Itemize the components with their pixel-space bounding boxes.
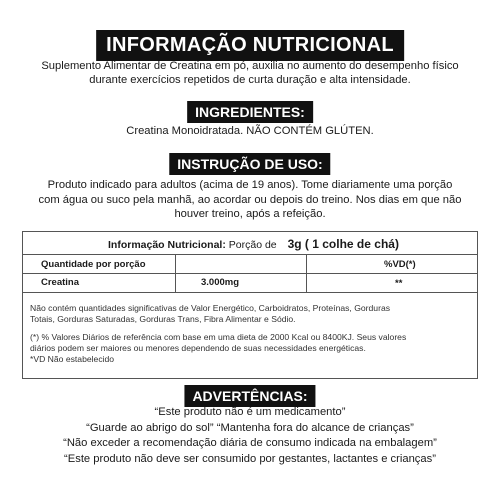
col-vd-header: %VD(*) xyxy=(384,259,416,270)
divider xyxy=(23,273,477,274)
nutrition-notes xyxy=(30,303,471,325)
row-vd: ** xyxy=(395,278,403,289)
note-line: Não contém quantidades significativas de Valor Energético, Carboidratos, Proteínas, Gorduras xyxy=(30,303,391,313)
divider xyxy=(23,292,477,293)
portion-value: 3g ( 1 colhe de chá) xyxy=(287,237,399,251)
row-name: Creatina xyxy=(41,277,80,288)
warning-line: “Não exceder a recomendação diária de consumo indicada na embalagem” xyxy=(63,437,437,449)
note-line: Totais, Gorduras Saturadas, Gorduras Trans, Fibra Alimentar e Sódio. xyxy=(30,314,296,324)
warnings-list xyxy=(0,405,500,467)
nutrition-header xyxy=(108,237,399,251)
footnote-line: *VD Não estabelecido xyxy=(30,354,115,364)
intro-text xyxy=(0,59,500,87)
instructions-line: com água ou suco pela manhã, ao acordar ou depois do treino. Nos dias em que não xyxy=(38,193,462,206)
footnote-line: diários podem ser maiores ou menores dependendo de suas necessidades energéticas. xyxy=(30,343,366,353)
footnote-line: (*) % Valores Diários de referência com base em uma dieta de 2000 Kcal ou 8400KJ. Seus valores xyxy=(30,332,407,342)
instructions-heading: INSTRUÇÃO DE USO: xyxy=(169,153,330,175)
nutrition-header-label: Informação Nutricional: xyxy=(108,239,226,251)
divider xyxy=(23,254,477,255)
title-banner: INFORMAÇÃO NUTRICIONAL xyxy=(96,30,404,61)
warning-line: “Este produto não é um medicamento” xyxy=(154,406,346,418)
intro-line: durante exercícios repetidos de curta duração e alta intensidade. xyxy=(89,74,411,86)
ingredients-text: Creatina Monoidratada. NÃO CONTÉM GLÚTEN. xyxy=(126,125,374,137)
intro-line: Suplemento Alimentar de Creatina em pó, auxilia no aumento do desempenho físico xyxy=(41,60,459,72)
instructions-line: Produto indicado para adultos (acima de 19 anos). Tome diariamente uma porção xyxy=(47,179,453,191)
instructions-line: houver treino, após a refeição. xyxy=(174,208,326,220)
instructions-text xyxy=(0,178,500,222)
ingredients-heading: INGREDIENTES: xyxy=(187,101,313,123)
nutrition-table xyxy=(22,231,478,379)
portion-label: Porção de xyxy=(228,239,277,251)
col-quantity-header: Quantidade por porção xyxy=(41,259,146,270)
row-amount: 3.000mg xyxy=(201,277,240,288)
warnings-heading: ADVERTÊNCIAS: xyxy=(184,385,315,407)
warning-line: “Guarde ao abrigo do sol” “Mantenha fora do alcance de crianças” xyxy=(86,421,414,434)
nutrition-footnotes xyxy=(30,332,471,365)
warning-line: “Este produto não deve ser consumido por gestantes, lactantes e crianças” xyxy=(64,452,436,465)
